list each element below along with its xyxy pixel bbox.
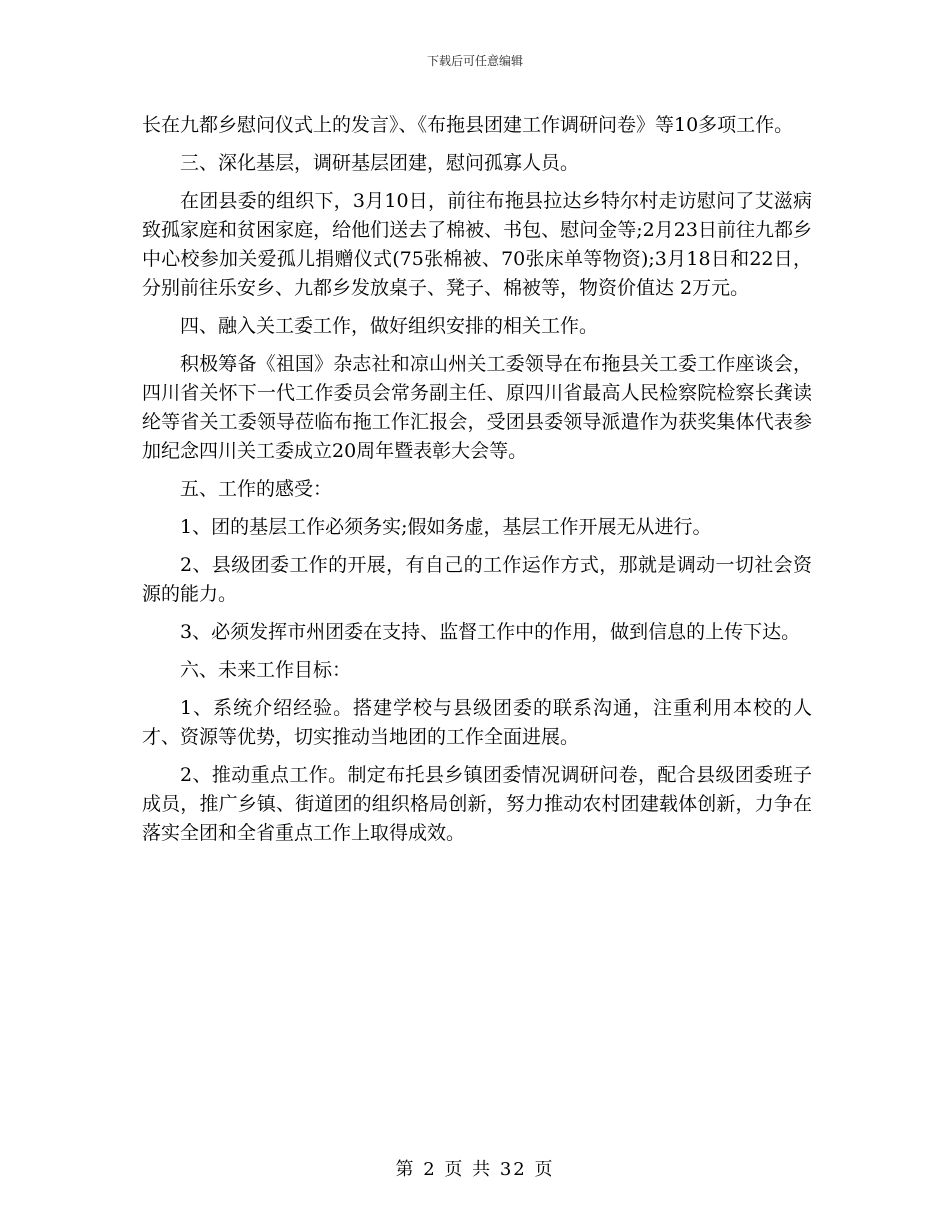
- list-item: 1、团的基层工作必须务实;假如务虚，基层工作开展无从进行。: [180, 516, 712, 538]
- section-heading: 五、工作的感受：: [180, 478, 333, 500]
- paragraph: 在团县委的组织下，3月10日，前往布拖县拉达乡特尔村走访慰问了艾滋病致孤家庭和贫困家庭，给他们送去了棉被、书包、慰问金等;2月23日前往九都乡中心校参加关爱孤儿捐赠仪式(75张棉被、70张床单等物资);3月18日和22日，分别前往乐安乡、九都乡发放桌子、凳子、棉被等，物资价值达 2万元。: [142, 190, 812, 299]
- page-header: 下载后可任意编辑: [426, 54, 523, 68]
- page-number: 第 2 页 共 32 页: [395, 1159, 555, 1180]
- paragraph: 积极筹备《祖国》杂志社和凉山州关工委领导在布拖县关工委工作座谈会，四川省关怀下一代工作委员会常务副主任、原四川省最高人民检察院检察长龚读纶等省关工委领导莅临布拖工作汇报会，受团县委领导派遣作为获奖集体代表参加纪念四川关工委成立20周年暨表彰大会等。: [142, 353, 812, 462]
- section-heading: 三、深化基层，调研基层团建，慰问孤寡人员。: [180, 152, 580, 174]
- document-body: [142, 111, 812, 857]
- paragraph: 长在九都乡慰问仪式上的发言》、《布拖县团建工作调研问卷》等10多项工作。: [142, 114, 794, 136]
- list-item: 1、系统介绍经验。搭建学校与县级团委的联系沟通，注重利用本校的人才、资源等优势，切实推动当地团的工作全面进展。: [142, 697, 812, 748]
- list-item: 3、必须发挥市州团委在支持、监督工作中的作用，做到信息的上传下达。: [180, 621, 801, 643]
- section-heading: 四、融入关工委工作，做好组织安排的相关工作。: [180, 315, 599, 337]
- list-item: 2、推动重点工作。制定布托县乡镇团委情况调研问卷，配合县级团委班子成员，推广乡镇、街道团的组织格局创新，努力推动农村团建载体创新，力争在落实全团和全省重点工作上取得成效。: [142, 764, 812, 844]
- section-heading: 六、未来工作目标：: [180, 659, 352, 681]
- list-item: 2、县级团委工作的开展，有自己的工作运作方式，那就是调动一切社会资源的能力。: [142, 554, 812, 605]
